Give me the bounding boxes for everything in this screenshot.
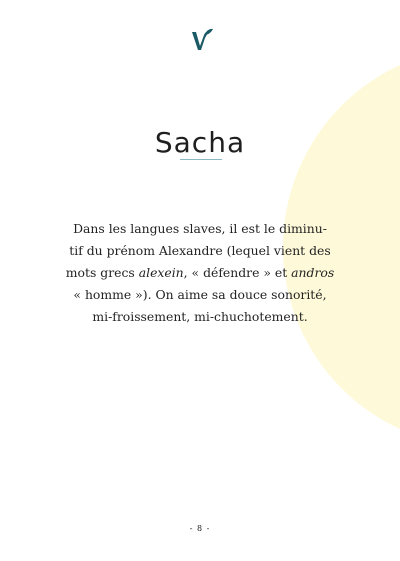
paragraph-line: tif du prénom Alexandre (lequel vient des bbox=[69, 243, 331, 258]
definition-paragraph bbox=[60, 218, 340, 328]
v-leaf-icon bbox=[186, 26, 214, 54]
text-run: mots grecs bbox=[65, 265, 139, 280]
paragraph-line: mi-froissement, mi-chuchotement. bbox=[92, 309, 308, 324]
paragraph-line: « homme »). On aime sa douce sonorité, bbox=[73, 287, 327, 302]
paragraph-line bbox=[60, 262, 340, 284]
greek-word-andros: andros bbox=[291, 265, 335, 280]
greek-word-alexein: alexein bbox=[138, 265, 184, 280]
page-number: - 8 - bbox=[189, 524, 211, 533]
paragraph-line: Dans les langues slaves, il est le diminu- bbox=[73, 221, 327, 236]
title-underline bbox=[180, 159, 222, 160]
text-run: , « défendre » et bbox=[183, 265, 292, 280]
page-title: Sacha bbox=[154, 126, 246, 159]
